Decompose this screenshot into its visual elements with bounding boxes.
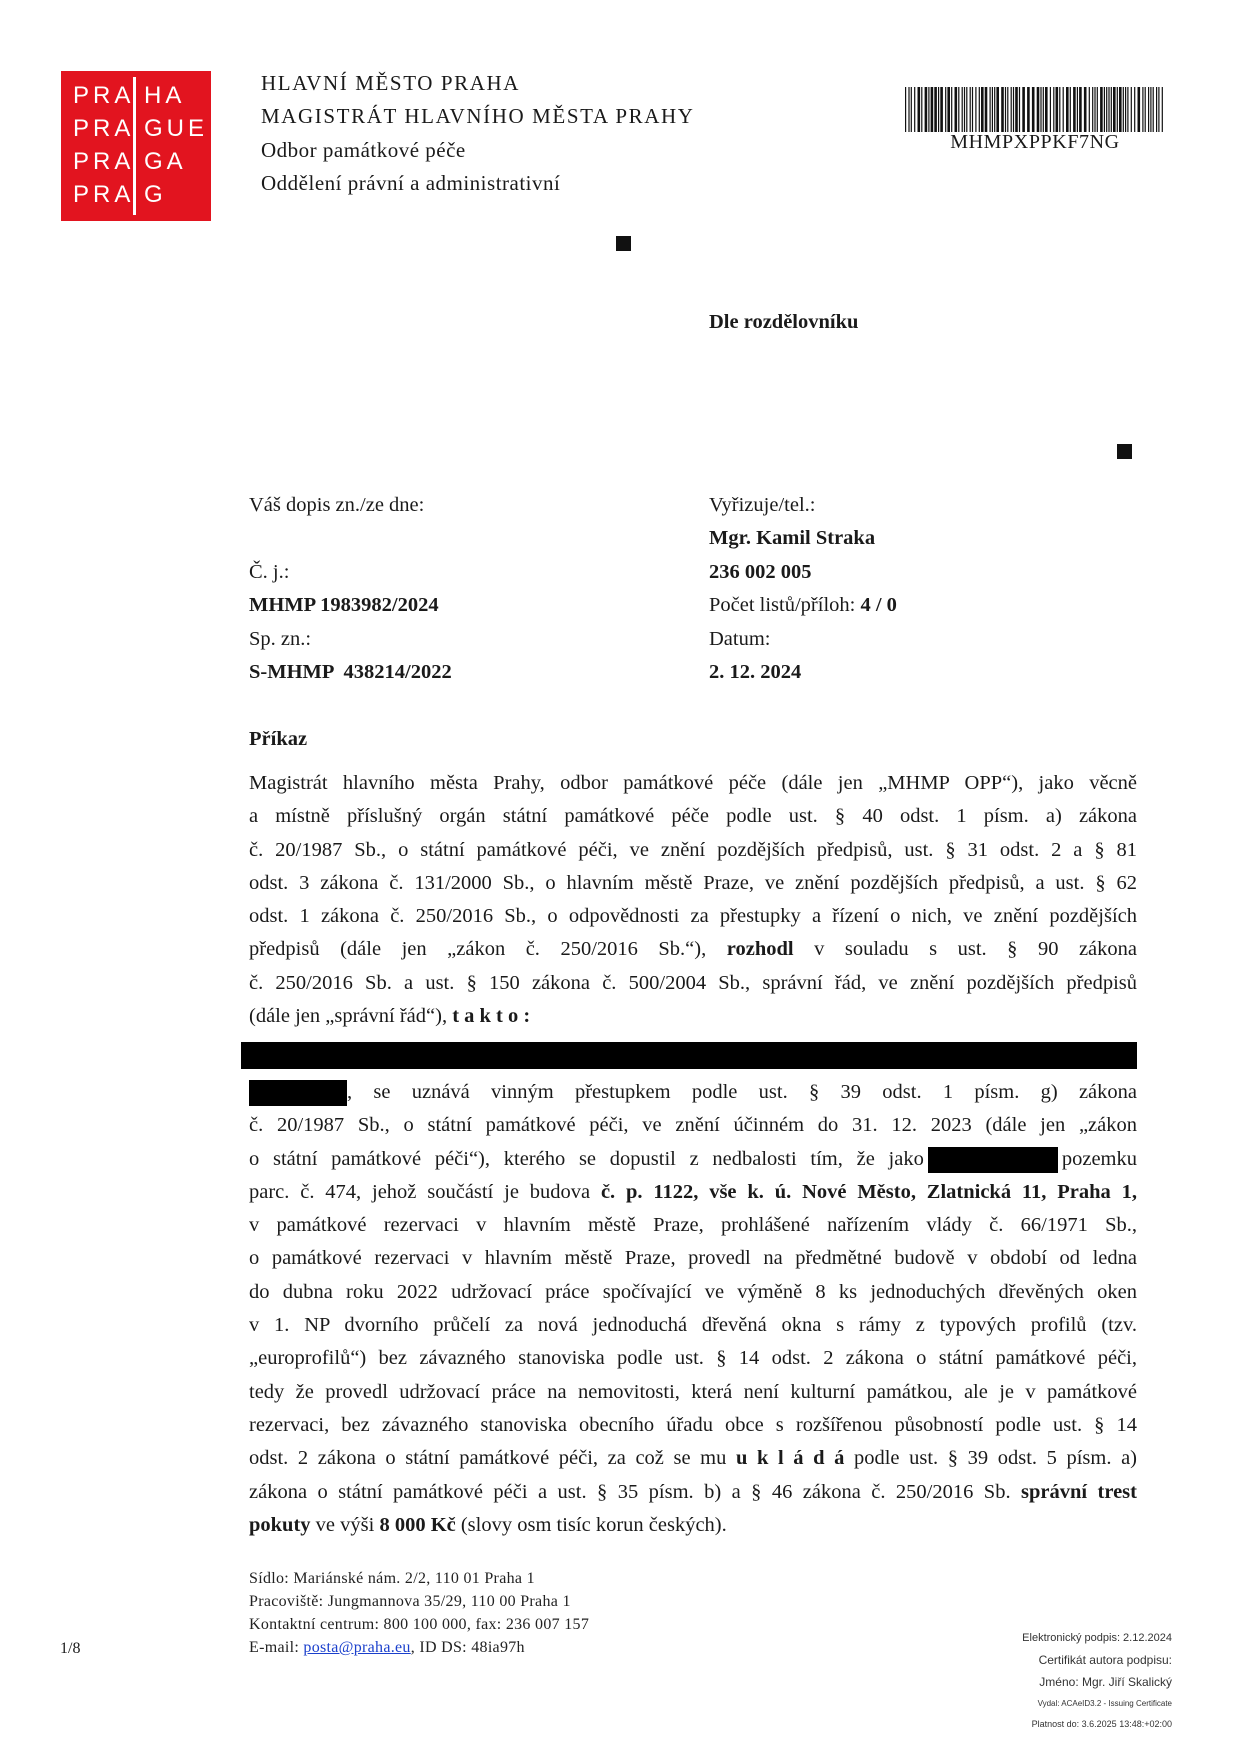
barcode-bar — [1089, 87, 1090, 132]
logo-row — [61, 145, 211, 179]
barcode-bar — [1079, 87, 1082, 132]
barcode-bar — [905, 87, 906, 132]
barcode-bar — [1063, 87, 1064, 132]
logo-text: HA — [144, 82, 186, 109]
barcode — [905, 87, 1165, 132]
addressee: Dle rozdělovníku — [709, 311, 859, 333]
text-line: rezervaci, bez závazného stanoviska obecního úřadu obce s rozšířenou působností podle ust. § 14 — [249, 1413, 1137, 1436]
barcode-bar — [981, 87, 984, 132]
text-line: odst. 1 zákona č. 250/2016 Sb., o odpovědnosti za přestupky a řízení o nich, ve znění pozdějších — [249, 905, 1137, 928]
barcode-bar — [975, 87, 976, 132]
logo-row — [61, 112, 211, 146]
barcode-bar — [1119, 87, 1122, 132]
date-value: 2. 12. 2024 — [709, 661, 802, 683]
barcode-bar — [996, 87, 999, 132]
barcode-bar — [1043, 87, 1044, 132]
cj-label: Č. j.: — [249, 561, 290, 583]
penalty-amount: 8 000 Kč — [379, 1513, 456, 1536]
barcode-bar — [1053, 87, 1054, 132]
barcode-bar — [1019, 87, 1020, 132]
barcode-bar — [914, 87, 915, 132]
barcode-bar — [1015, 87, 1018, 132]
barcode-bar — [1005, 87, 1006, 132]
barcode-bar — [964, 87, 965, 132]
footer-email-line — [249, 1637, 525, 1660]
barcode-bar — [1131, 87, 1132, 132]
barcode-bar — [990, 87, 991, 132]
barcode-bar — [1156, 87, 1157, 132]
text-fragment: parc. č. 474, jehož součástí je budova — [249, 1180, 601, 1203]
text-line: odst. 3 zákona č. 131/2000 Sb., o hlavním městě Praze, ve znění pozdějších předpisů, a ust. § 62 — [249, 871, 1137, 894]
signature-date: Elektronický podpis: 2.12.2024 — [1022, 1632, 1172, 1644]
barcode-bar — [1070, 87, 1071, 132]
barcode-bar — [1094, 87, 1095, 132]
handler-phone: 236 002 005 — [709, 561, 812, 583]
barcode-bar — [958, 87, 959, 132]
barcode-bar — [1001, 87, 1004, 132]
text-line — [249, 1143, 1137, 1176]
barcode-bar — [1150, 87, 1151, 132]
barcode-bar — [1077, 87, 1078, 132]
barcode-bar — [1066, 87, 1069, 132]
text-line: do dubna roku 2022 udržovací práce spočívající ve výměně 8 ks jednoduchých dřevěných oken — [249, 1280, 1137, 1303]
barcode-bar — [1032, 87, 1035, 132]
handler-name: Mgr. Kamil Straka — [709, 527, 876, 549]
header-department: Odbor památkové péče — [261, 138, 466, 162]
page-number: 1/8 — [60, 1640, 81, 1657]
text-line — [249, 933, 1137, 966]
data-box-id: , ID DS: 48ia97h — [410, 1639, 525, 1656]
barcode-bar — [1092, 87, 1093, 132]
decision-word: rozhodl — [726, 938, 794, 961]
text-line — [249, 1176, 1137, 1209]
barcode-bar — [1148, 87, 1149, 132]
header-section: Oddělení právní a administrativní — [261, 171, 561, 195]
barcode-bar — [1040, 87, 1041, 132]
barcode-bar — [992, 87, 993, 132]
property-address: č. p. 1122, vše k. ú. Nové Město, Zlatnická 11, Praha 1, — [600, 1180, 1137, 1203]
header-magistrate: MAGISTRÁT HLAVNÍHO MĚSTA PRAHY — [261, 104, 695, 128]
signature-name: Jméno: Mgr. Jiří Skalický — [1039, 1675, 1172, 1689]
text-line — [249, 1000, 1137, 1033]
text-fragment: zákona o státní památkové péči a ust. § 35 písm. b) a § 46 zákona č. 250/2016 Sb. — [249, 1480, 1022, 1503]
handler-label: Vyřizuje/tel.: — [709, 494, 816, 516]
barcode-bar — [1162, 87, 1163, 132]
takto-word: t a k t o : — [452, 1005, 531, 1028]
footer-workplace: Pracoviště: Jungmannova 35/29, 110 00 Praha 1 — [249, 1593, 571, 1610]
barcode-code: MHMPXPPKF7NG — [950, 131, 1120, 153]
barcode-bar — [928, 87, 929, 132]
barcode-bar — [1045, 87, 1048, 132]
barcode-bar — [934, 87, 937, 132]
text-fragment: (dále jen „správní řád“), — [249, 1005, 453, 1028]
barcode-bar — [1050, 87, 1051, 132]
text-fragment: v souladu s ust. § 90 zákona — [814, 938, 1137, 961]
logo-row — [61, 178, 211, 212]
barcode-bar — [1108, 87, 1109, 132]
marker-square — [1117, 444, 1132, 459]
barcode-bar — [1097, 87, 1098, 132]
barcode-bar — [1022, 87, 1025, 132]
barcode-bar — [972, 87, 973, 132]
text-line: v 1. NP dvorního průčelí za nová jednoduchá dřevěná okna s rámy z typových profilů (tzv. — [249, 1314, 1137, 1337]
barcode-bar — [921, 87, 922, 132]
marker-square — [616, 236, 631, 251]
barcode-bar — [966, 87, 967, 132]
barcode-bar — [1113, 87, 1116, 132]
email-link[interactable]: posta@praha.eu — [303, 1639, 411, 1656]
barcode-bar — [931, 87, 934, 132]
barcode-bar — [1153, 87, 1154, 132]
barcode-bar — [1125, 87, 1126, 132]
barcode-bar — [1056, 87, 1059, 132]
verdict-paragraph — [249, 1076, 1137, 1542]
barcode-bar — [979, 87, 980, 132]
pages-label: Počet listů/příloh: — [709, 594, 861, 616]
signature-validity: Platnost do: 3.6.2025 13:48:+02:00 — [1031, 1719, 1172, 1729]
header-city: HLAVNÍ MĚSTO PRAHA — [261, 71, 521, 95]
text-fragment: předpisů (dále jen „zákon č. 250/2016 Sb.“), — [249, 938, 707, 961]
barcode-bar — [994, 87, 995, 132]
penalty-label: správní trest — [1021, 1480, 1137, 1503]
barcode-bar — [1106, 87, 1107, 132]
barcode-bar — [1073, 87, 1076, 132]
barcode-bar — [947, 87, 950, 132]
barcode-bar — [951, 87, 952, 132]
barcode-bar — [911, 87, 912, 132]
signature-issuer: Vydal: ACAeID3.2 - Issuing Certificate — [1037, 1699, 1172, 1708]
barcode-bar — [1117, 87, 1118, 132]
date-label: Datum: — [709, 628, 771, 650]
signature-cert-label: Certifikát autora podpisu: — [1038, 1653, 1172, 1667]
barcode-bar — [925, 87, 928, 132]
barcode-bar — [940, 87, 943, 132]
footer-seat: Sídlo: Mariánské nám. 2/2, 110 01 Praha 1 — [249, 1570, 535, 1587]
barcode-bar — [1142, 87, 1143, 132]
barcode-bar — [1027, 87, 1030, 132]
text-line: o památkové rezervaci v hlavním městě Praze, provedl na předmětné budově v období od ledna — [249, 1247, 1137, 1270]
barcode-bar — [985, 87, 988, 132]
pages-value: 4 / 0 — [860, 594, 897, 616]
barcode-bar — [1123, 87, 1124, 132]
barcode-bar — [970, 87, 971, 132]
barcode-bar — [1059, 87, 1060, 132]
imposes-word: u k l á d á — [735, 1447, 845, 1470]
cj-value: MHMP 1983982/2024 — [249, 594, 439, 616]
your-letter-label: Váš dopis zn./ze dne: — [249, 494, 425, 516]
barcode-bar — [938, 87, 939, 132]
redaction-box — [249, 1080, 347, 1106]
pages-line — [709, 590, 897, 620]
text-line — [249, 1076, 1137, 1109]
barcode-bar — [908, 87, 909, 132]
redaction-box — [928, 1147, 1058, 1173]
barcode-bar — [1134, 87, 1135, 132]
logo-text: PRA — [73, 181, 135, 208]
text-fragment: , se uznává vinným přestupkem podle ust. § 39 odst. 1 písm. g) zákona — [347, 1081, 1137, 1103]
logo-row — [61, 79, 211, 113]
text-line: „europrofilů“) bez závazného stanoviska podle ust. § 14 odst. 2 zákona o státní památkové péči, — [249, 1347, 1137, 1370]
barcode-bar — [1138, 87, 1141, 132]
barcode-bar — [918, 87, 921, 132]
spzn-value: S-MHMP 438214/2022 — [249, 661, 452, 683]
penalty-word: pokuty — [249, 1513, 311, 1536]
text-line: č. 20/1987 Sb., o státní památkové péči, ve znění pozdějších předpisů, ust. § 31 odst. 2 a § 81 — [249, 838, 1137, 861]
barcode-bar — [1013, 87, 1014, 132]
barcode-bar — [1037, 87, 1040, 132]
document-title: Příkaz — [249, 728, 308, 750]
text-line — [249, 1442, 1137, 1475]
text-fragment: podle ust. § 39 odst. 5 písm. a) — [844, 1447, 1137, 1470]
barcode-bar — [1127, 87, 1128, 132]
text-line: a místně příslušný orgán státní památkové péče podle ust. § 40 odst. 1 písm. a) zákona — [249, 805, 1137, 828]
logo-text: PRA — [73, 115, 135, 142]
barcode-bar — [1158, 87, 1159, 132]
text-line: v památkové rezervaci v hlavním městě Praze, prohlášené nařízením vlády č. 66/1971 Sb., — [249, 1214, 1137, 1237]
barcode-bar — [1104, 87, 1105, 132]
spzn-label: Sp. zn.: — [249, 628, 312, 650]
text-line: tedy že provedl udržovací práce na nemovitosti, která není kulturní památkou, ale je v památkové — [249, 1380, 1137, 1403]
barcode-bar — [1011, 87, 1012, 132]
barcode-bar — [1145, 87, 1146, 132]
text-fragment: pozemku — [1061, 1147, 1137, 1170]
logo-text: PRA — [73, 82, 135, 109]
logo-text: GUE — [144, 115, 209, 142]
text-fragment: (slovy osm tisíc korun českých). — [455, 1513, 727, 1536]
barcode-bar — [1100, 87, 1103, 132]
text-line — [249, 1509, 1137, 1542]
text-fragment: odst. 2 zákona o státní památkové péči, za což se mu — [249, 1447, 736, 1470]
footer-contact: Kontaktní centrum: 800 100 000, fax: 236 007 157 — [249, 1616, 590, 1633]
barcode-bar — [1084, 87, 1087, 132]
text-fragment: ve výši — [310, 1513, 380, 1536]
logo-text: GA — [144, 148, 187, 175]
email-label: E-mail: — [249, 1639, 304, 1656]
redaction-bar — [241, 1042, 1137, 1069]
text-line: č. 250/2016 Sb. a ust. § 150 zákona č. 500/2004 Sb., správní řád, ve znění pozdějších předpisů — [249, 971, 1137, 994]
logo-text: PRA — [73, 148, 135, 175]
text-line: Magistrát hlavního města Prahy, odbor památkové péče (dále jen „MHMP OPP“), jako věcně — [249, 772, 1137, 794]
barcode-bar — [1111, 87, 1112, 132]
text-fragment: o státní památkové péči“), kterého se dopustil z nedbalosti tím, že jako — [249, 1147, 924, 1170]
text-line — [249, 1476, 1137, 1509]
prague-logo — [61, 71, 211, 221]
barcode-bar — [945, 87, 946, 132]
logo-text: G — [144, 181, 167, 208]
barcode-bar — [962, 87, 963, 132]
preamble-paragraph — [249, 767, 1137, 1033]
barcode-bar — [955, 87, 958, 132]
text-line: č. 20/1987 Sb., o státní památkové péči, ve znění účinném do 31. 12. 2023 (dále jen „zákon — [249, 1114, 1137, 1137]
barcode-bar — [1007, 87, 1008, 132]
